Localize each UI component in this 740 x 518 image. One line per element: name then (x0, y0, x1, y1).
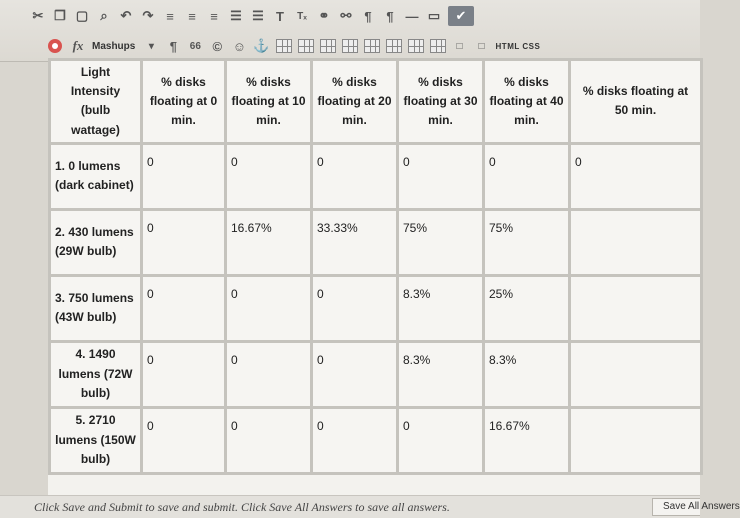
table-row-icon[interactable] (298, 39, 314, 53)
table-row (50, 143, 702, 209)
page-footer (0, 495, 740, 518)
header-cell-30-min[interactable]: % disks floating at 30 min. (398, 60, 484, 144)
toolbar-row-1 (30, 4, 474, 28)
find-icon[interactable]: ⌕ (100, 8, 108, 23)
table-cell[interactable]: 0 (226, 143, 312, 209)
table-row (50, 407, 702, 473)
save-all-answers-button[interactable]: Save All Answers (652, 498, 700, 516)
unlink-icon[interactable]: ⚯ (340, 8, 352, 23)
numbering-icon[interactable]: ☰ (252, 8, 264, 23)
table-cell[interactable]: 0 (312, 407, 398, 473)
quote-button[interactable]: 66 (189, 40, 201, 52)
paragraph-button[interactable]: ¶ (169, 38, 177, 54)
anchor-icon[interactable]: ⚓ (253, 38, 270, 53)
header-cell-light-intensity[interactable]: Light Intensity (bulb wattage) (50, 60, 142, 144)
mashups-dropdown[interactable]: Mashups (92, 40, 136, 52)
table-cell[interactable]: 0 (142, 341, 226, 407)
copy-icon[interactable]: ❐ (54, 8, 66, 23)
table-cell[interactable]: 0 (142, 275, 226, 341)
table-cell[interactable]: 0 (312, 341, 398, 407)
table-cell[interactable] (570, 209, 702, 275)
table-cell[interactable]: 0 (142, 143, 226, 209)
table-column-icon[interactable] (320, 39, 336, 53)
link-icon[interactable]: ⚭ (318, 8, 330, 23)
header-row (50, 60, 702, 144)
table-row (50, 275, 702, 341)
toolbar-row-2 (48, 34, 540, 58)
rtl-icon[interactable]: ¶ (386, 8, 394, 24)
row-label[interactable]: 1. 0 lumens (dark cabinet) (50, 143, 142, 209)
table-icon[interactable] (276, 39, 292, 53)
header-cell-10-min[interactable]: % disks floating at 10 min. (226, 60, 312, 144)
cut-icon[interactable]: ✂ (32, 8, 44, 23)
html-css-button[interactable]: HTML CSS (495, 41, 541, 51)
table-cell[interactable]: 0 (398, 407, 484, 473)
paste-icon[interactable]: ▢ (75, 8, 89, 23)
table-cell[interactable]: 16.67% (484, 407, 570, 473)
chevron-down-icon[interactable]: ▾ (148, 40, 154, 52)
table-cell[interactable]: 0 (312, 143, 398, 209)
header-cell-40-min[interactable]: % disks floating at 40 min. (484, 60, 570, 144)
table-cell[interactable] (570, 275, 702, 341)
table-cell[interactable]: 0 (484, 143, 570, 209)
table-split-icon[interactable] (386, 39, 402, 53)
redo-icon[interactable]: ↷ (142, 8, 154, 23)
header-cell-0-min[interactable]: % disks floating at 0 min. (142, 60, 226, 144)
row-label[interactable]: 4. 1490 lumens (72W bulb) (50, 341, 142, 407)
table-cell[interactable]: 0 (142, 209, 226, 275)
table-cell[interactable]: 8.3% (484, 341, 570, 407)
table-row (50, 341, 702, 407)
table-cell[interactable]: 0 (226, 407, 312, 473)
header-cell-20-min[interactable]: % disks floating at 20 min. (312, 60, 398, 144)
table-cell[interactable]: 0 (142, 407, 226, 473)
table-cell[interactable]: 8.3% (398, 275, 484, 341)
answer-editor[interactable] (48, 58, 700, 498)
row-label[interactable]: 3. 750 lumens (43W bulb) (50, 275, 142, 341)
emoji-icon[interactable]: ☺ (232, 38, 246, 54)
table-cell[interactable]: 0 (398, 143, 484, 209)
bullets-icon[interactable]: ☰ (230, 8, 242, 23)
minimize-icon[interactable]: ▭ (427, 8, 441, 23)
spellcheck-icon[interactable]: ✔ (448, 6, 474, 26)
box-icon[interactable]: □ (456, 40, 463, 52)
hr-icon[interactable]: — (405, 8, 419, 24)
table-cell[interactable]: 0 (226, 275, 312, 341)
table-cell-icon[interactable] (342, 39, 358, 53)
table-cell[interactable] (570, 407, 702, 473)
table-cell[interactable] (570, 341, 702, 407)
ltr-icon[interactable]: ¶ (364, 8, 372, 24)
record-icon[interactable] (48, 39, 62, 53)
table-cell[interactable]: 75% (484, 209, 570, 275)
editor-toolbar (0, 0, 700, 62)
box-icon-2[interactable]: □ (478, 40, 485, 52)
table-row (50, 209, 702, 275)
row-label[interactable]: 5. 2710 lumens (150W bulb) (50, 407, 142, 473)
table-props-icon[interactable] (430, 39, 446, 53)
align-left-icon[interactable]: ≡ (166, 8, 174, 24)
row-label[interactable]: 2. 430 lumens (29W bulb) (50, 209, 142, 275)
align-right-icon[interactable]: ≡ (210, 8, 218, 24)
table-cell[interactable]: 0 (312, 275, 398, 341)
header-cell-50-min[interactable]: % disks floating at 50 min. (570, 60, 702, 144)
table-delete-icon[interactable] (408, 39, 424, 53)
save-instructions: Click Save and Submit to save and submit. Click Save All Answers to save all answers. (34, 500, 450, 514)
table-cell[interactable]: 0 (570, 143, 702, 209)
copyright-icon[interactable]: © (212, 38, 223, 54)
table-cell[interactable]: 8.3% (398, 341, 484, 407)
table-merge-icon[interactable] (364, 39, 380, 53)
formula-button[interactable]: fx (72, 38, 84, 53)
align-center-icon[interactable]: ≡ (188, 8, 196, 24)
table-cell[interactable]: 16.67% (226, 209, 312, 275)
subscript-button[interactable]: Tₓ (297, 10, 307, 22)
table-cell[interactable]: 75% (398, 209, 484, 275)
undo-icon[interactable]: ↶ (120, 8, 132, 23)
data-table (48, 58, 703, 475)
table-cell[interactable]: 33.33% (312, 209, 398, 275)
table-cell[interactable]: 0 (226, 341, 312, 407)
superscript-button[interactable]: T (276, 8, 284, 24)
table-cell[interactable]: 25% (484, 275, 570, 341)
